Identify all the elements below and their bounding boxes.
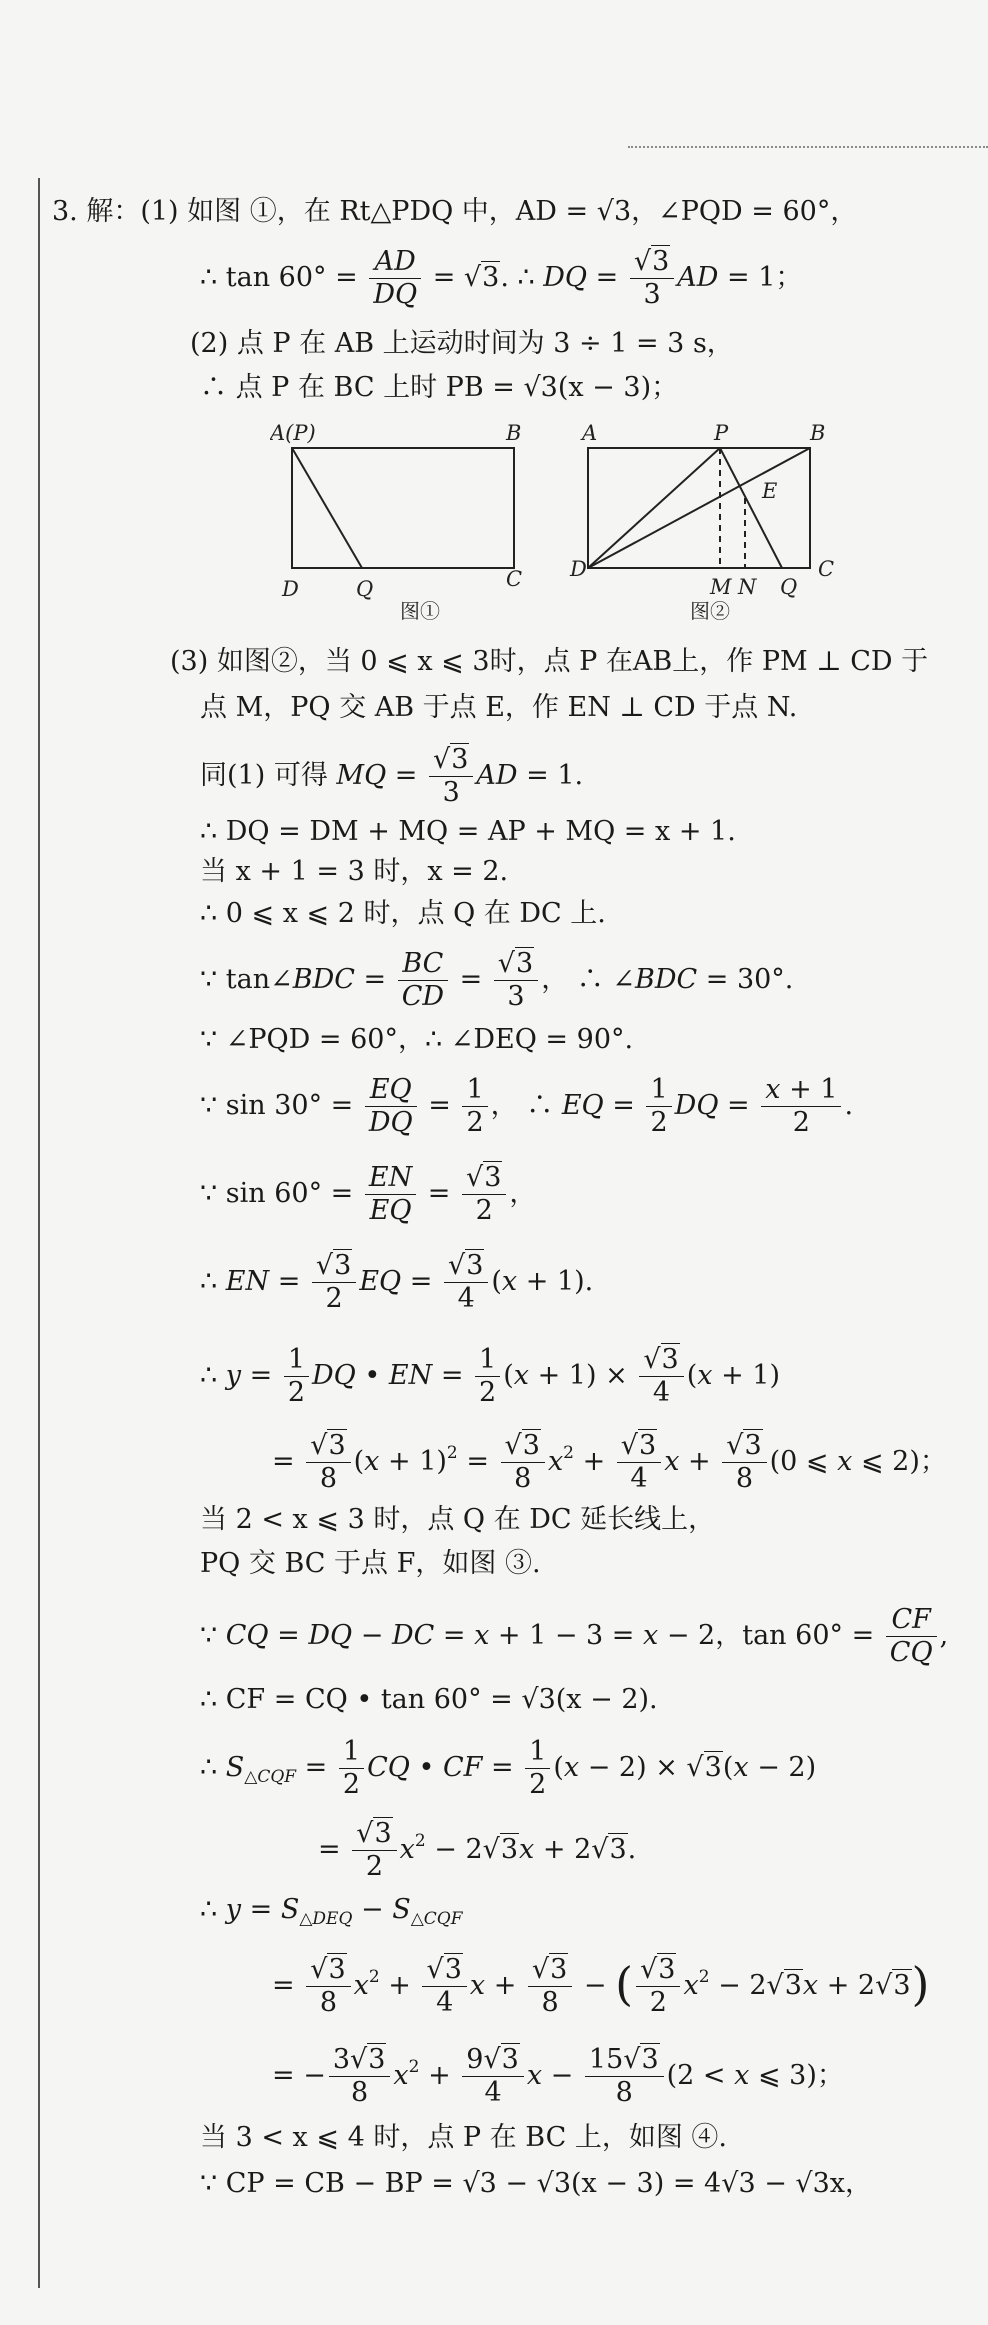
y-expand-line: = $\frac{√3}{8}$ $x^2$ + $\frac{√3}{4}$ x + $\frac{√3}{8}$ − ( $\frac{√3}{2}$ $x^2 - 2√3x + 2√3$) bbox=[272, 1954, 930, 2018]
y-diff-line: ∴ $y = S_{\triangle DEQ} - S_{\triangle CQF}$ bbox=[200, 1894, 463, 1929]
y-result-line: = − $\frac{3√3}{8}$ $x^2$ + $\frac{9√3}{4}$ x − $\frac{15√3}{8}$ (2 < x ⩽ 3)； bbox=[272, 2044, 844, 2108]
fig2-label-e: E bbox=[762, 479, 778, 503]
tan60-line: ∴ tan 60° = $\frac{AD}{DQ}$ = √3. ∴ DQ = $\frac{√3}{3}$ AD = 1； bbox=[200, 246, 803, 310]
fig1-label-b: B bbox=[506, 421, 522, 445]
x-eq-line: 当 x + 1 = 3 时，x = 2. bbox=[200, 856, 509, 887]
fig2-label-d: D bbox=[570, 557, 587, 581]
fig1-label-a: A(P) bbox=[270, 421, 316, 445]
figures bbox=[270, 418, 850, 628]
fig1-segment-pq bbox=[292, 448, 362, 568]
range-line: ∴ 0 ⩽ x ⩽ 2 时，点 Q 在 DC 上. bbox=[200, 898, 606, 929]
fig2-segment-pq bbox=[720, 448, 782, 568]
problem-line-1 bbox=[52, 192, 857, 232]
sin60-line: ∵ sin 60° = $\frac{EN}{EQ}$ = $\frac{√3}{2}$ ， bbox=[200, 1162, 537, 1226]
cp-line: ∵ CP = CB − BP = √3 − √3(x − 3) = 4√3 − √3x， bbox=[200, 2168, 873, 2199]
cf-line: ∴ CF = CQ • tan 60° = √3(x − 2). bbox=[200, 1684, 658, 1715]
pb-line: ∴ 点 P 在 BC 上时 PB = √3(x − 3)； bbox=[200, 372, 679, 403]
s-cqf-line-2: = $\frac{√3}{2}$ $x^2 - 2√3x + 2√3$. bbox=[318, 1818, 637, 1882]
fig1-label-d: D bbox=[282, 577, 299, 601]
fig1-label-q: Q bbox=[356, 577, 374, 601]
header-rule bbox=[628, 146, 988, 148]
angle-deq-line: ∵ ∠PQD = 60°，∴ ∠DEQ = 90°. bbox=[200, 1024, 634, 1055]
sin30-line: ∵ sin 30° = $\frac{EQ}{DQ}$ = $\frac{1}{2}$ ， ∴ EQ = $\frac{1}{2}$ DQ = $\frac{x + 1}{2}$ . bbox=[200, 1074, 854, 1138]
tan-bdc-line: ∵ tan∠BDC = $\frac{BC}{CD}$ = $\frac{√3}{3}$ ， ∴ ∠BDC = 30°. bbox=[200, 948, 794, 1012]
case-2-line-1: 当 2 < x ⩽ 3 时，点 Q 在 DC 延长线上， bbox=[200, 1504, 716, 1535]
fig2-caption: 图② bbox=[690, 599, 730, 623]
cq-line: ∵ CQ = DQ − DC = x + 1 − 3 = x − 2，tan 60° = $\frac{CF}{CQ}$ , bbox=[200, 1604, 949, 1668]
case-3-line: 当 3 < x ⩽ 4 时，点 P 在 BC 上，如图 ④. bbox=[200, 2122, 727, 2153]
fig2-label-a: A bbox=[582, 421, 598, 445]
s-cqf-line-1: ∴ $S_{\triangle CQF}$ = $\frac{1}{2}$ CQ • CF = $\frac{1}{2}$ (x − 2) × √3(x − 2) bbox=[200, 1736, 817, 1800]
part-1-header: (1) 如图 ①，在 Rt△PDQ 中，AD = √3，∠PQD = 60°， bbox=[140, 196, 858, 227]
y-line-1: ∴ y = $\frac{1}{2}$ DQ • EN = $\frac{1}{2}$ (x + 1) × $\frac{√3}{4}$ (x + 1) bbox=[200, 1344, 780, 1408]
problem-number: 3. 解： bbox=[52, 196, 141, 227]
part-3-line-1: (3) 如图②，当 0 ⩽ x ⩽ 3时，点 P 在AB上，作 PM ⊥ CD 于 bbox=[170, 646, 929, 677]
fig1-rectangle bbox=[292, 448, 514, 568]
part-3-line-2: 点 M，PQ 交 AB 于点 E，作 EN ⊥ CD 于点 N. bbox=[200, 692, 798, 723]
case-2-line-2: PQ 交 BC 于点 F，如图 ③. bbox=[200, 1548, 541, 1579]
fig1-caption: 图① bbox=[400, 599, 440, 623]
fig2-label-p: P bbox=[714, 421, 729, 445]
margin-rule bbox=[38, 178, 40, 2288]
fig2-label-b: B bbox=[810, 421, 826, 445]
part-2-line: (2) 点 P 在 AB 上运动时间为 3 ÷ 1 = 3 s， bbox=[190, 328, 734, 359]
fig2-label-m: M bbox=[710, 575, 732, 599]
y-line-2: = $\frac{√3}{8}$ $(x + 1)^2$ = $\frac{√3}{8}$ $x^2$ + $\frac{√3}{4}$ x + $\frac{√3}{8}$ (0 ⩽ x ⩽ 2)； bbox=[272, 1430, 947, 1494]
mq-line: 同(1) 可得 MQ = $\frac{√3}{3}$ AD = 1. bbox=[200, 744, 584, 808]
dq-line: ∴ DQ = DM + MQ = AP + MQ = x + 1. bbox=[200, 816, 736, 847]
en-line: ∴ EN = $\frac{√3}{2}$ EQ = $\frac{√3}{4}$ (x + 1). bbox=[200, 1250, 594, 1314]
fig2-label-n: N bbox=[738, 575, 757, 599]
fig1-label-c: C bbox=[506, 567, 523, 591]
fig2-label-q: Q bbox=[780, 575, 798, 599]
fig2-label-c: C bbox=[818, 557, 835, 581]
